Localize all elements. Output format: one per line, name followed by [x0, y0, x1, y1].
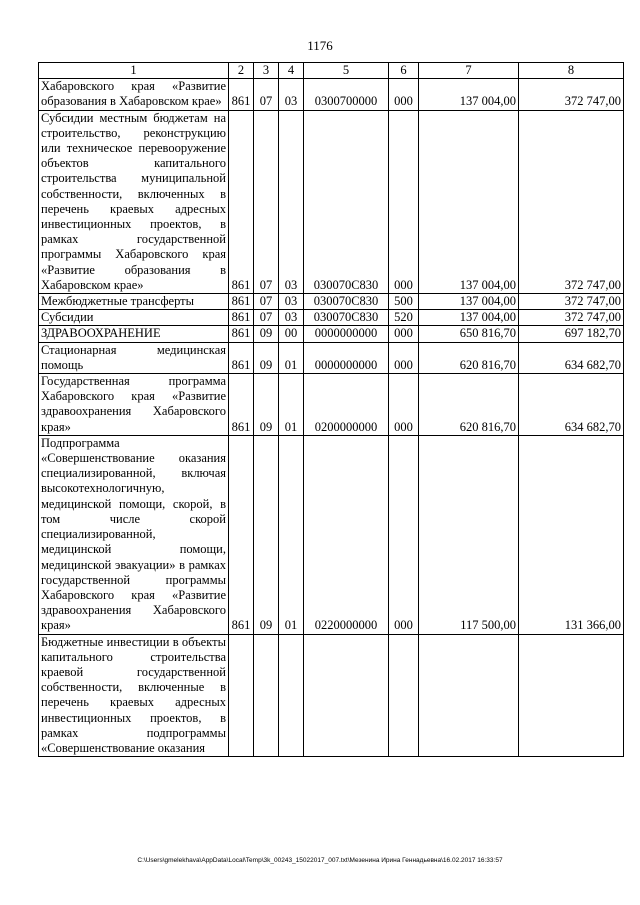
cell-expense-type: 000 — [389, 326, 419, 342]
cell-ministry: 861 — [229, 374, 254, 436]
cell-subsection: 00 — [279, 326, 304, 342]
row-name: ЗДРАВООХРАНЕНИЕ — [39, 326, 229, 342]
cell-target-item: 0200000000 — [304, 374, 389, 436]
cell-expense-type — [389, 634, 419, 757]
page-number: 1176 — [307, 38, 333, 53]
cell-ministry: 861 — [229, 326, 254, 342]
cell-amount-1: 137 004,00 — [419, 110, 519, 293]
cell-target-item: 0000000000 — [304, 342, 389, 373]
cell-amount-1: 117 500,00 — [419, 435, 519, 634]
cell-section: 09 — [254, 326, 279, 342]
cell-amount-2: 131 366,00 — [519, 435, 624, 634]
column-header: 3 — [254, 63, 279, 79]
table-row — [39, 110, 624, 293]
cell-expense-type: 520 — [389, 310, 419, 326]
column-header: 5 — [304, 63, 389, 79]
column-header: 1 — [39, 63, 229, 79]
cell-amount-1: 620 816,70 — [419, 374, 519, 436]
table-row — [39, 342, 624, 373]
table-row — [39, 326, 624, 342]
cell-amount-2: 697 182,70 — [519, 326, 624, 342]
row-name: Стационарная медицинская помощь — [39, 342, 229, 373]
cell-subsection: 03 — [279, 110, 304, 293]
row-name: Субсидии местным бюджетам на строительство, реконструкцию или техническое перевооружение объектов капитального строительства муниципальной собственности, включенных в перечень краевых адресных инвестиционных проектов, в рамках государственной программы Хабаровского края «Развитие образования в Хабаровском крае» — [39, 110, 229, 293]
cell-amount-1: 137 004,00 — [419, 310, 519, 326]
table-row — [39, 634, 624, 757]
row-name: Хабаровского края «Развитие образования в Хабаровском крае» — [39, 79, 229, 110]
column-header: 7 — [419, 63, 519, 79]
cell-target-item: 0300700000 — [304, 79, 389, 110]
cell-amount-1: 650 816,70 — [419, 326, 519, 342]
cell-target-item: 0220000000 — [304, 435, 389, 634]
cell-amount-2 — [519, 634, 624, 757]
cell-subsection: 03 — [279, 294, 304, 310]
cell-section: 07 — [254, 294, 279, 310]
cell-subsection: 01 — [279, 374, 304, 436]
table-row — [39, 79, 624, 110]
cell-ministry: 861 — [229, 79, 254, 110]
cell-amount-2: 634 682,70 — [519, 374, 624, 436]
cell-section: 07 — [254, 110, 279, 293]
cell-amount-2: 372 747,00 — [519, 110, 624, 293]
cell-subsection: 01 — [279, 342, 304, 373]
cell-amount-2: 372 747,00 — [519, 310, 624, 326]
cell-target-item: 030070С830 — [304, 294, 389, 310]
cell-section: 09 — [254, 435, 279, 634]
cell-ministry: 861 — [229, 294, 254, 310]
cell-subsection: 01 — [279, 435, 304, 634]
cell-expense-type: 000 — [389, 79, 419, 110]
cell-amount-1: 137 004,00 — [419, 79, 519, 110]
column-header: 6 — [389, 63, 419, 79]
cell-section: 09 — [254, 342, 279, 373]
cell-section: 09 — [254, 374, 279, 436]
row-name: Межбюджетные трансферты — [39, 294, 229, 310]
cell-target-item — [304, 634, 389, 757]
table-row — [39, 310, 624, 326]
cell-section — [254, 634, 279, 757]
cell-ministry: 861 — [229, 342, 254, 373]
cell-ministry: 861 — [229, 310, 254, 326]
cell-ministry: 861 — [229, 435, 254, 634]
row-name: Государственная программа Хабаровского края «Развитие здравоохранения Хабаровского края» — [39, 374, 229, 436]
cell-target-item: 030070С830 — [304, 310, 389, 326]
table-row — [39, 374, 624, 436]
budget-table — [38, 62, 624, 757]
table-row — [39, 294, 624, 310]
cell-ministry: 861 — [229, 110, 254, 293]
header-row — [39, 63, 624, 79]
row-name: Субсидии — [39, 310, 229, 326]
cell-expense-type: 000 — [389, 342, 419, 373]
cell-section: 07 — [254, 310, 279, 326]
cell-subsection: 03 — [279, 79, 304, 110]
cell-amount-2: 372 747,00 — [519, 79, 624, 110]
cell-amount-2: 372 747,00 — [519, 294, 624, 310]
cell-expense-type: 000 — [389, 374, 419, 436]
row-name: Подпрограмма «Совершенствование оказания специализированной, включая высокотехнологичную, медицинской помощи, скорой, в том числе скорой специализированной, медицинской помощи, медицинской эвакуации» в рамках государственной программы Хабаровского края «Развитие здравоохранения Хабаровского края» — [39, 435, 229, 634]
cell-target-item: 0000000000 — [304, 326, 389, 342]
cell-section: 07 — [254, 79, 279, 110]
cell-subsection — [279, 634, 304, 757]
cell-amount-2: 634 682,70 — [519, 342, 624, 373]
row-name: Бюджетные инвестиции в объекты капитального строительства краевой государственной собственности, включенные в перечень краевых адресных инвестиционных проектов, в рамках подпрограммы «Совершенствование оказания — [39, 634, 229, 757]
column-header: 2 — [229, 63, 254, 79]
cell-amount-1: 137 004,00 — [419, 294, 519, 310]
cell-amount-1: 620 816,70 — [419, 342, 519, 373]
cell-amount-1 — [419, 634, 519, 757]
cell-ministry — [229, 634, 254, 757]
cell-expense-type: 000 — [389, 110, 419, 293]
cell-target-item: 030070С830 — [304, 110, 389, 293]
cell-expense-type: 500 — [389, 294, 419, 310]
column-header: 4 — [279, 63, 304, 79]
cell-subsection: 03 — [279, 310, 304, 326]
cell-expense-type: 000 — [389, 435, 419, 634]
column-header: 8 — [519, 63, 624, 79]
file-path-footer: C:\Users\gmelekhava\AppData\Local\Temp\3k_00243_15022017_007.txt\Мезенина Ирина Геннадьевна\16.02.2017 16:33:57 — [137, 857, 503, 864]
table-row — [39, 435, 624, 634]
